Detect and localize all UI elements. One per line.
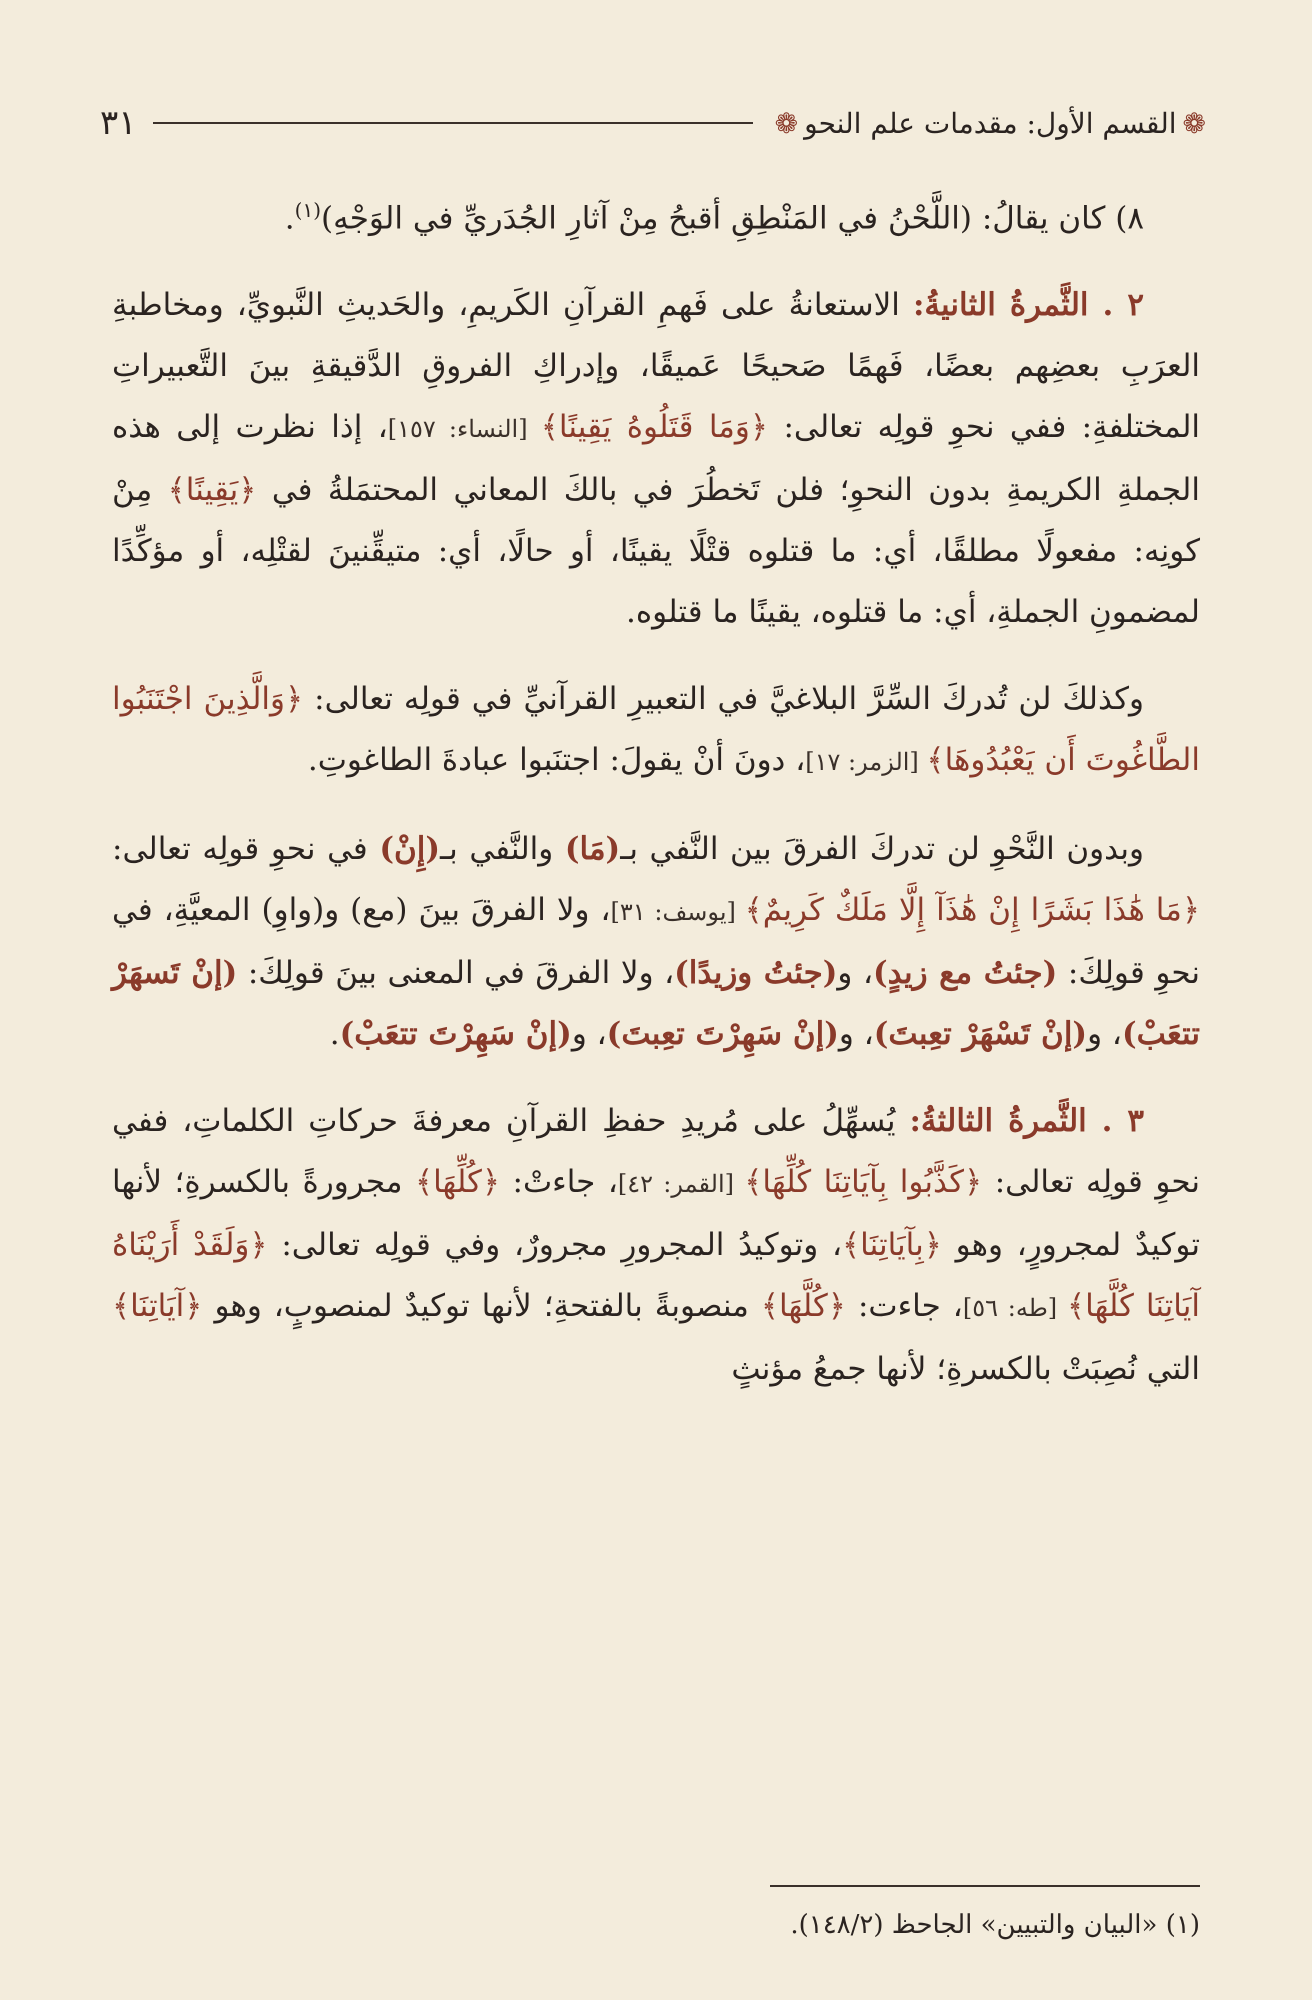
section-heading: الثَّمرةُ الثالثةُ: (909, 1103, 1087, 1140)
page-body (112, 180, 1200, 1400)
paragraph-taghut (112, 669, 1200, 793)
header-rule (153, 122, 753, 124)
para-text: والنَّفي بـ (440, 831, 565, 868)
example-phrase: (إنْ سَهِرْتَ تعِبتَ) (606, 1016, 839, 1053)
example-phrase: (جئتُ مع زيدٍ) (873, 955, 1058, 992)
quran-verse: ﴿وَالَّذِينَ اجْتَنَبُوا الطَّاغُوتَ أَن يَعْبُدُوهَا﴾ (112, 681, 1200, 779)
quran-verse: ﴿وَلَقَدْ أَرَيْنَاهُ آيَاتِنَا كُلَّهَا﴾ (112, 1227, 1200, 1325)
example-phrase: (جئتُ وزيدًا) (674, 955, 838, 992)
quran-word: ﴿بِآيَاتِنَا﴾ (841, 1227, 942, 1264)
footnote-text: «البيان والتبيين» الجاحظ (١٤٨/٢). (790, 1910, 1166, 1940)
quran-verse: ﴿مَا هَٰذَا بَشَرًا إِنْ هَٰذَآ إِلَّا مَلَكٌ كَرِيمٌ﴾ (744, 892, 1201, 929)
para-text: مِنْ كونِه: مفعولًا مطلقًا، أي: ما قتلوه قتْلًا يقينًا، أو حالًا، أي: متيقِّنينَ لقتْلِه، أو مؤكِّدًا لمضمونِ الجملةِ، أي: ما قتلوه، يقينًا ما قتلوه. (112, 472, 1200, 631)
para-text: يُسهِّلُ على مُريدِ حفظِ القرآنِ معرفةَ حركاتِ الكلماتِ، ففي نحوِ قولِه تعالى: (112, 1103, 1201, 1201)
verse-reference: [القمر: ٤٢] (617, 1170, 745, 1199)
quran-word: ﴿كُلِّهَا﴾ (414, 1164, 501, 1201)
para-text: ٨) كان يقالُ: (اللَّحْنُ في المَنْطِقِ أقبحُ مِنْ آثارِ الجُدَريِّ في الوَجْهِ) (321, 200, 1144, 237)
ornament-icon: ❁ (774, 106, 799, 140)
verse-reference: [النساء: ١٥٧] (387, 415, 541, 444)
verse-reference: [طه: ٥٦] (962, 1294, 1067, 1323)
para-text: ، و (838, 1016, 874, 1053)
para-text: ، جاءتْ: (500, 1164, 618, 1201)
para-text: ، جاءت: (845, 1288, 963, 1325)
keyword: (إِنْ) (379, 831, 441, 868)
para-text: الاستعانةُ على فَهمِ القرآنِ الكَريمِ، والحَديثِ النَّبويِّ، ومخاطبةِ العرَبِ بعضِهم بعضًا، فَهمًا صَحيحًا عَميقًا، وإدراكِ الفروقِ الدَّقيقةِ بينَ التَّعبيراتِ المختلفةِ: ففي نحوِ قولِه تعالى: (112, 287, 1201, 446)
keyword: (مَا) (564, 831, 621, 868)
para-text: ، و (571, 1016, 607, 1053)
paragraph-8 (112, 180, 1200, 249)
section-number: ٣ . (1086, 1103, 1144, 1140)
para-text: ، إذا نظرت إلى هذه الجملةِ الكريمةِ بدون النحوِ؛ فلن تَخطُرَ في بالكَ المعاني المحتمَلةُ في (112, 409, 1200, 509)
para-text: وكذلكَ لن تُدركَ السِّرَّ البلاغيَّ في التعبيرِ القرآنيِّ في قولِه تعالى: (303, 681, 1144, 718)
footnote-rule (770, 1885, 1200, 1887)
para-text: مجرورةً بالكسرةِ؛ لأنها توكيدٌ لمجرورٍ، وهو (112, 1164, 1201, 1264)
para-text: ، ولا الفرقَ بينَ (مع) و(واوِ) المعيَّةِ، في نحوِ قولِكَ: (112, 892, 1201, 992)
example-phrase: (إنْ سَهِرْتَ تتعَبْ) (339, 1016, 572, 1053)
quran-word: ﴿آيَاتِنَا﴾ (112, 1288, 203, 1325)
verse-reference: [يوسف: ٣١] (610, 898, 745, 927)
quran-word: ﴿يَقِينًا﴾ (167, 472, 257, 509)
para-text: في نحوِ قولِه تعالى: (112, 831, 380, 868)
quran-verse: ﴿كَذَّبُوا بِآيَاتِنَا كُلِّهَا﴾ (744, 1164, 983, 1201)
running-header (100, 98, 1212, 148)
para-text: ، دونَ أنْ يقولَ: اجتنَبوا عبادةَ الطاغوتِ. (307, 742, 806, 779)
footnote-number: (١) (1165, 1910, 1200, 1940)
footnote (112, 1905, 1200, 1945)
para-text: ، و (1087, 1016, 1122, 1053)
example-phrase: (إنْ تَسْهَرْ تعِبتَ) (873, 1016, 1088, 1053)
para-text: ، و (837, 955, 873, 992)
quran-verse: ﴿وَمَا قَتَلُوهُ يَقِينًا﴾ (540, 409, 769, 446)
para-text: ، وتوكيدُ المجرورِ مجرورٌ، وفي قولِه تعالى: (267, 1227, 842, 1264)
header-title: القسم الأول: مقدمات علم النحو (804, 106, 1177, 140)
para-text: . (284, 200, 295, 237)
paragraph-third-benefit (112, 1091, 1200, 1400)
ornament-icon: ❁ (1182, 106, 1206, 140)
verse-reference: [الزمر: ١٧] (805, 748, 927, 777)
quran-word: ﴿كُلَّهَا﴾ (760, 1288, 846, 1325)
para-text: وبدون النَّحْوِ لن تدركَ الفرقَ بين النَّفي بـ (620, 831, 1144, 868)
para-text: التي نُصِبَتْ بالكسرةِ؛ لأنها جمعُ مؤنثٍ (731, 1351, 1200, 1388)
footnote-marker: (١) (294, 198, 322, 222)
para-text: منصوبةً بالفتحةِ؛ لأنها توكيدٌ لمنصوبٍ، وهو (202, 1288, 761, 1325)
paragraph-second-benefit (112, 275, 1200, 643)
section-heading: الثَّمرةُ الثانيةُ: (912, 287, 1089, 324)
para-text: ، ولا الفرقَ في المعنى بينَ قولِكَ: (237, 955, 675, 992)
paragraph-negation (112, 819, 1200, 1065)
para-text: . (329, 1016, 340, 1053)
page-number: ٣١ (100, 103, 137, 143)
section-number: ٢ . (1088, 287, 1144, 324)
example-phrase: (إنْ تَسهَرْ تتعَبْ) (112, 955, 1200, 1053)
